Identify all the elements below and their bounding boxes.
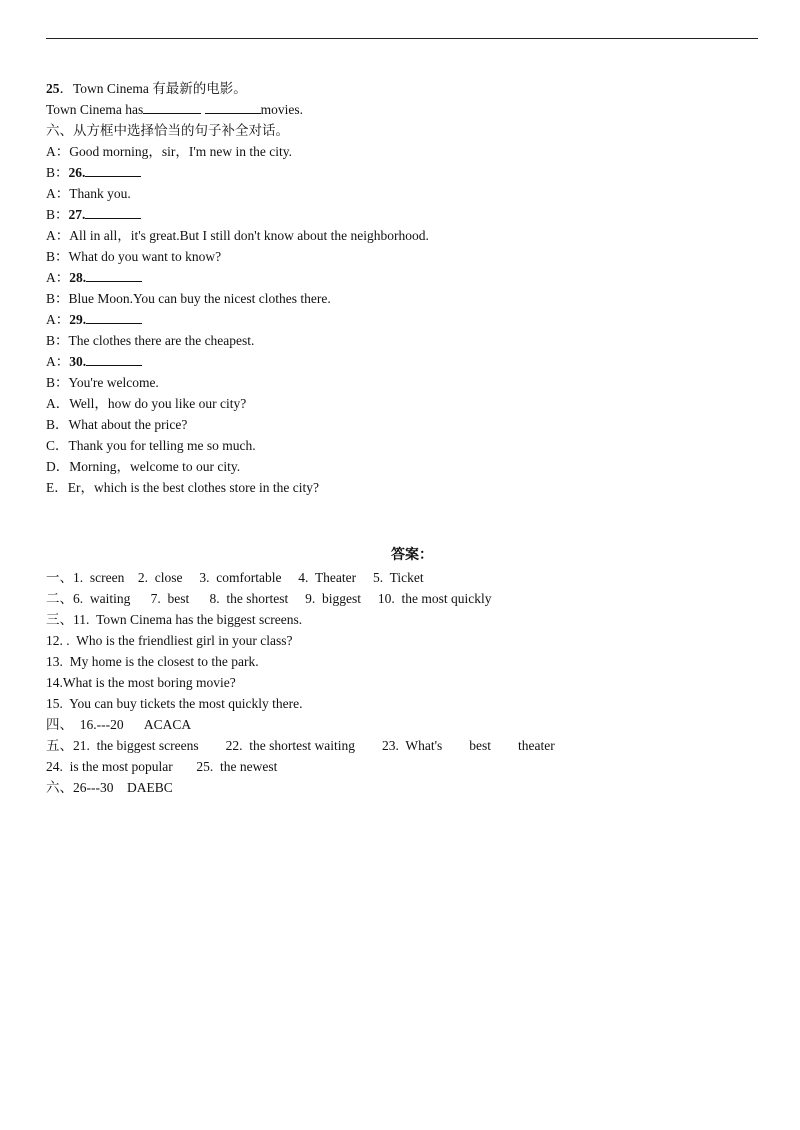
answer-line: 二、6. waiting 7. best 8. the shortest 9. biggest 10. the most quickly bbox=[46, 591, 492, 606]
speaker-label: B： bbox=[46, 207, 69, 222]
sentence-start: Town Cinema has bbox=[46, 102, 144, 117]
answer-line: 24. is the most popular 25. the newest bbox=[46, 759, 278, 774]
speaker-label: A： bbox=[46, 354, 70, 369]
speaker-label: B： bbox=[46, 291, 69, 306]
answer-blank[interactable] bbox=[86, 351, 142, 366]
dialogue-text: The clothes there are the cheapest. bbox=[68, 333, 255, 348]
option-a: A．Well，how do you like our city? bbox=[46, 396, 247, 411]
question-number: 30. bbox=[69, 354, 87, 369]
dialogue-text: Good morning，sir，I'm new in the city. bbox=[69, 144, 293, 159]
speaker-label: A： bbox=[46, 186, 70, 201]
answer-line: 12. . Who is the friendliest girl in your class? bbox=[46, 633, 293, 648]
question-25-prompt bbox=[46, 78, 758, 99]
answer-blank[interactable] bbox=[143, 99, 201, 114]
dialogue-text: You're welcome. bbox=[68, 375, 159, 390]
dialogue-line bbox=[46, 183, 758, 204]
dialogue-line bbox=[46, 162, 758, 183]
dialogue-line bbox=[46, 246, 758, 267]
dialogue-line bbox=[46, 288, 758, 309]
speaker-label: A： bbox=[46, 270, 70, 285]
section-spacer bbox=[46, 498, 758, 543]
dialogue-line bbox=[46, 309, 758, 330]
answer-blank[interactable] bbox=[85, 162, 141, 177]
dialogue-text: Thank you. bbox=[69, 186, 131, 201]
dialogue-text: What do you want to know? bbox=[68, 249, 222, 264]
answer-blank[interactable] bbox=[205, 99, 261, 114]
speaker-label: B： bbox=[46, 165, 69, 180]
dialogue-line bbox=[46, 141, 758, 162]
question-number: 25 bbox=[46, 81, 60, 96]
speaker-label: A： bbox=[46, 312, 70, 327]
answer-blank[interactable] bbox=[86, 309, 142, 324]
speaker-label: B： bbox=[46, 375, 69, 390]
dialogue-line bbox=[46, 225, 758, 246]
answer-blank[interactable] bbox=[85, 204, 141, 219]
speaker-label: A： bbox=[46, 228, 70, 243]
question-25-answer-line bbox=[46, 99, 758, 120]
option-e: E．Er，which is the best clothes store in the city? bbox=[46, 480, 319, 495]
section-6-heading: 六、从方框中选择恰当的句子补全对话。 bbox=[46, 123, 289, 138]
dialogue-line bbox=[46, 372, 758, 393]
answer-line: 五、21. the biggest screens 22. the shortest waiting 23. What's best theater bbox=[46, 738, 555, 753]
speaker-label: A： bbox=[46, 144, 70, 159]
answer-line: 13. My home is the closest to the park. bbox=[46, 654, 259, 669]
option-b: B．What about the price? bbox=[46, 417, 188, 432]
answer-line: 三、11. Town Cinema has the biggest screens. bbox=[46, 612, 303, 627]
dialogue-line bbox=[46, 204, 758, 225]
question-number: 26. bbox=[68, 165, 86, 180]
answer-line: 四、 16.---20 ACACA bbox=[46, 717, 192, 732]
question-number: 28. bbox=[69, 270, 87, 285]
question-number: 27. bbox=[68, 207, 86, 222]
worksheet-content bbox=[46, 78, 758, 798]
dialogue-line bbox=[46, 330, 758, 351]
sentence-end: movies. bbox=[260, 102, 304, 117]
question-text: ．Town Cinema 有最新的电影。 bbox=[59, 81, 247, 96]
answer-line: 六、26---30 DAEBC bbox=[46, 780, 173, 795]
question-number: 29. bbox=[69, 312, 87, 327]
answer-line: 15. You can buy tickets the most quickly there. bbox=[46, 696, 303, 711]
answer-key-title: 答案： bbox=[391, 547, 433, 563]
option-c: C．Thank you for telling me so much. bbox=[46, 438, 256, 453]
answer-line: 14.What is the most boring movie? bbox=[46, 675, 236, 690]
dialogue-line bbox=[46, 351, 758, 372]
dialogue-line bbox=[46, 267, 758, 288]
speaker-label: B： bbox=[46, 249, 69, 264]
option-d: D．Morning，welcome to our city. bbox=[46, 459, 241, 474]
speaker-label: B： bbox=[46, 333, 69, 348]
answer-line: 一、1. screen 2. close 3. comfortable 4. Theater 5. Ticket bbox=[46, 570, 424, 585]
header-rule bbox=[46, 38, 758, 39]
dialogue-text: Blue Moon.You can buy the nicest clothes there. bbox=[68, 291, 331, 306]
dialogue-text: All in all，it's great.But I still don't know about the neighborhood. bbox=[69, 228, 429, 243]
answer-blank[interactable] bbox=[86, 267, 142, 282]
